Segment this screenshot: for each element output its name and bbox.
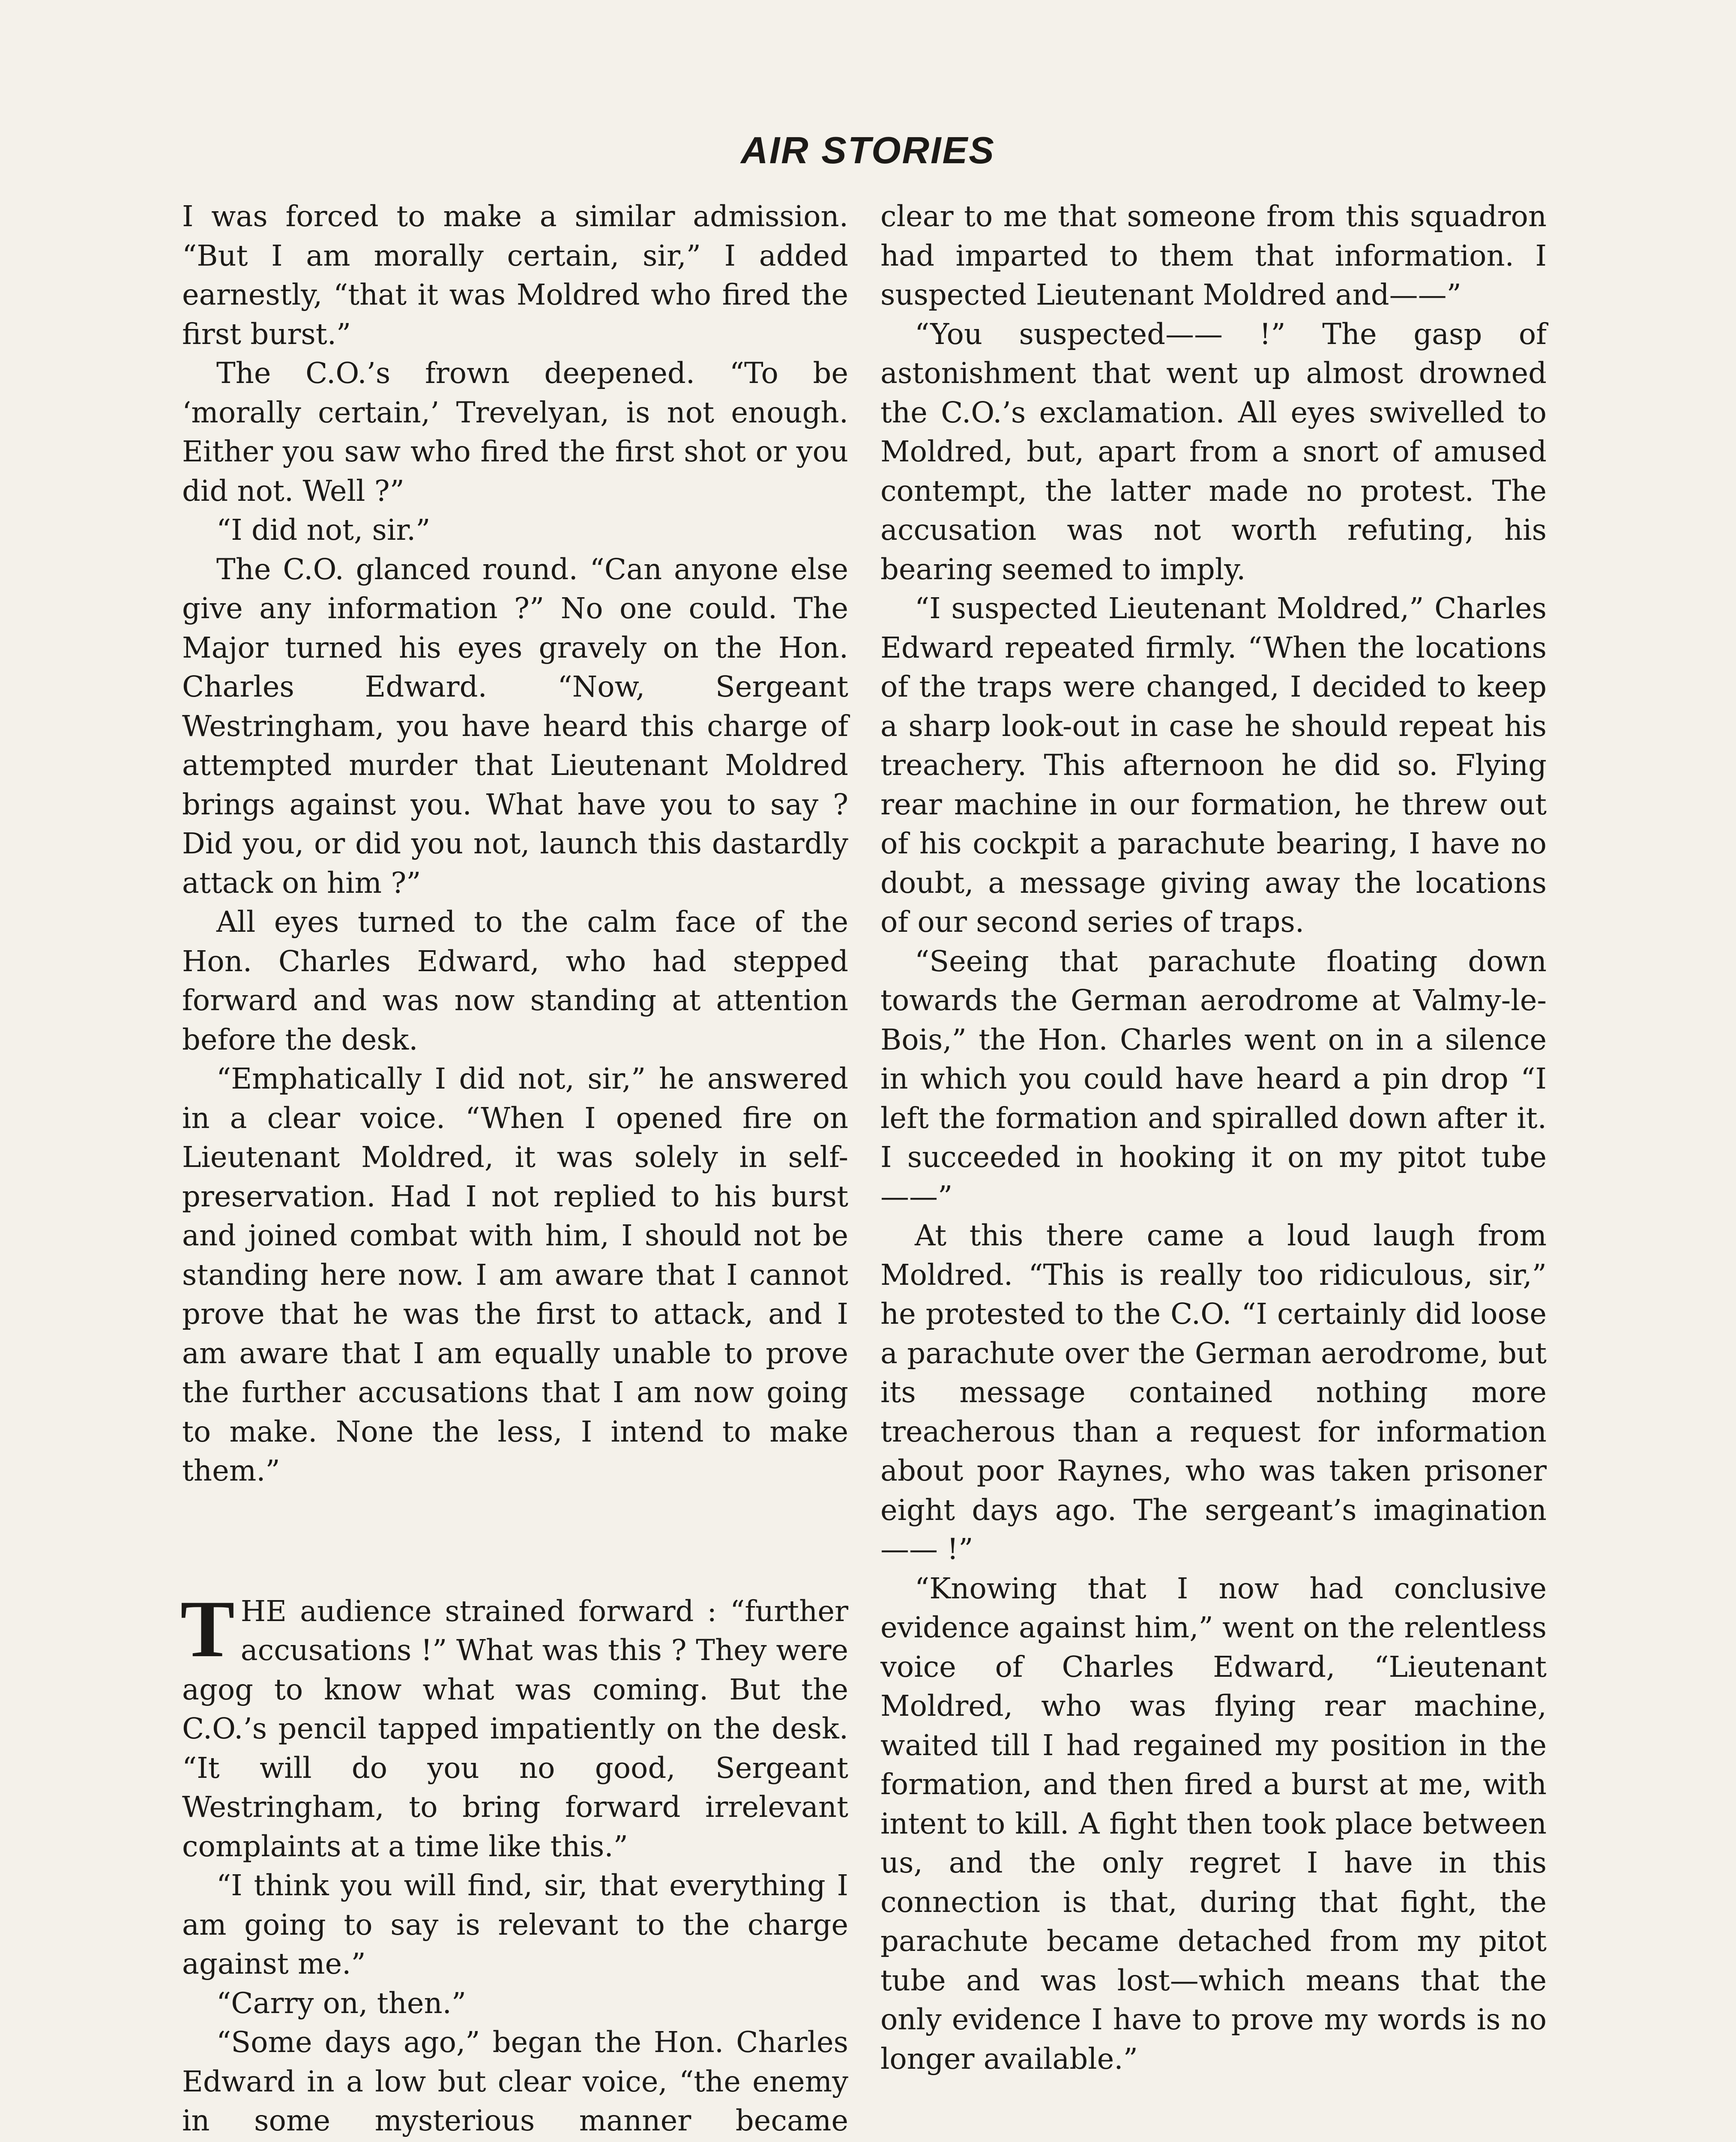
running-header: AIR STORIES [741, 129, 995, 171]
paragraph-continuation: clear to me that someone from this squadron had imparted to them that information. I suspected Lieutenant Moldred and——” [880, 200, 1547, 311]
paragraph: I was forced to make a similar admission. “But I am morally certain, sir,” I added earnestly, “that it was Moldred who fired the first burst.” [182, 200, 848, 351]
paragraph: “You suspected—— !” The gasp of astonishment that went up almost drowned the C.O.’s exclamation. All eyes swivelled to Moldred, but, apart from a snort of amused contempt, the latter made no protest. The accusation was not worth refuting, his bearing seemed to imply. [880, 317, 1547, 586]
paragraph: At this there came a loud laugh from Moldred. “This is really too ridiculous, sir,” he protested to the C.O. “I certainly did loose a parachute over the German aerodrome, but its message contained nothing more treacherous than a request for information about poor Raynes, who was taken prisoner eight days ago. The sergeant’s imagination—— !” [880, 1219, 1547, 1566]
paragraph: “Knowing that I now had conclusive evidence against him,” went on the relentless voice of Charles Edward, “Lieutenant Moldred, who was flying rear machine, waited till I had regained my position in the formation, and then fired a burst at me, with intent to kill. A fight then took place between us, and the only regret I have in this connection is that, during that fight, the parachute became detached from my pitot tube and was lost—which means that the only evidence I have to prove my words is no longer available.” [880, 1571, 1547, 2076]
paragraph: “Seeing that parachute floating down towards the German aerodrome at Valmy-le-Bois,” the Hon. Charles went on in a silence in which you could have heard a pin drop “I left the formation and spiralled down after it. I succeeded in hooking it on my pitot tube——” [880, 944, 1547, 1213]
paragraph: “Emphatically I did not, sir,” he answered in a clear voice. “When I opened fire on Lieutenant Moldred, it was solely in self-preservation. Had I not replied to his burst and joined combat with him, I should not be standing here now. I am aware that I cannot prove that he was the first to attack, and I am aware that I am equally unable to prove the further accusations that I am now going to make. None the less, I intend to make them.” [182, 1062, 848, 1487]
section-opening-paragraph [180, 1584, 848, 1867]
paragraph: The C.O. glanced round. “Can anyone else give any information ?” No one could. The Major turned his eyes gravely on the Hon. Charles Edward. “Now, Sergeant Westringham, you have heard this charge of attempted murder that Lieutenant Moldred brings against you. What have you to say ? Did you, or did you not, launch this dastardly attack on him ?” [182, 552, 848, 900]
paragraph: The C.O.’s frown deepened. “To be ‘morally certain,’ Trevelyan, is not enough. Either you saw who fired the first shot or you did not. Well ?” [182, 356, 848, 508]
right-column [880, 197, 1547, 2079]
left-column [182, 197, 848, 2142]
paragraph: “I think you will find, sir, that everything I am going to say is relevant to the charge against me.” [182, 1869, 848, 1980]
paragraph: “Carry on, then.” [216, 1986, 467, 2020]
section-opening-text: HE audience strained forward : “further accusations !” What was this ? They were agog to know what was coming. But the C.O.’s pencil tapped impatiently on the desk. “It will do you no good, Sergeant Westringham, to bring forward irrelevant complaints at a time like this.” [182, 1594, 848, 1863]
paragraph: “I suspected Lieutenant Moldred,” Charles Edward repeated firmly. “When the locations of the traps were changed, I decided to keep a sharp look-out in case he should repeat his treachery. This afternoon he did so. Flying rear machine in our formation, he threw out of his cockpit a parachute bearing, I have no doubt, a message giving away the locations of our second series of traps. [880, 592, 1547, 939]
drop-cap: T [180, 1584, 235, 1674]
paragraph: “I did not, sir.” [216, 513, 431, 547]
paragraph: All eyes turned to the calm face of the Hon. Charles Edward, who had stepped forward and was now standing at attention before the desk. [182, 905, 848, 1056]
paragraph: “Some days ago,” began the Hon. Charles Edward in a low but clear voice, “the enemy in some mysterious manner became [182, 2025, 848, 2137]
